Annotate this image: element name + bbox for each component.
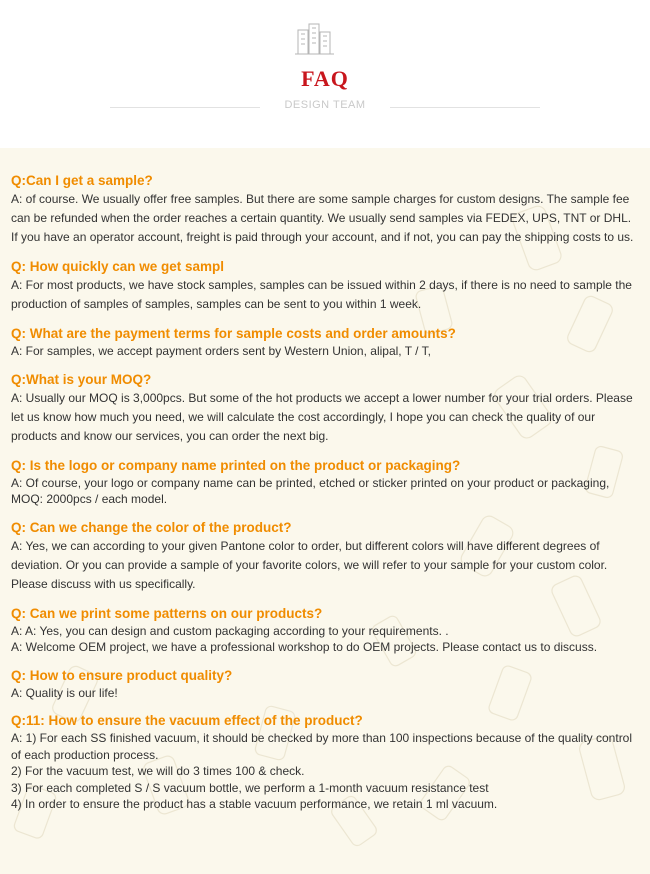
faq-answer: A: Of course, your logo or company name can be printed, etched or sticker printed on your product or packaging, MOQ: 2000pcs / each model. xyxy=(11,475,610,506)
faq-answer: A: A: Yes, you can design and custom packaging according to your requirements. . xyxy=(11,623,449,638)
divider xyxy=(390,107,540,108)
faq-answer: A: 1) For each SS finished vacuum, it should be checked by more than 100 inspections because of the quality control of each production process. xyxy=(11,731,633,762)
faq-question: Q: Can we print some patterns on our products? xyxy=(11,605,323,621)
faq-item xyxy=(11,667,639,702)
page-title: FAQ xyxy=(301,66,349,91)
faq-question: Q: Is the logo or company name printed on the product or packaging? xyxy=(11,457,461,473)
faq-answer: 3) For each completed S / S vacuum bottle, we perform a 1-month vacuum resistance test xyxy=(11,780,489,795)
faq-item xyxy=(11,325,639,360)
faq-answer: A: of course. We usually offer free samples. But there are some sample charges for custom designs. The sample fee can be refunded when the order reaches a certain quantity. We usually send samples via FEDEX, UPS, TNT or DHL. If you have an operator account, freight is paid through your account, and if not, you can pay the shipping costs to us. xyxy=(11,192,634,244)
faq-item xyxy=(11,605,639,656)
faq-answer: 4) In order to ensure the product has a stable vacuum performance, we retain 1 ml vacuum. xyxy=(11,797,498,811)
faq-list xyxy=(11,172,639,813)
faq-item xyxy=(11,457,639,508)
faq-question: Q:Can I get a sample? xyxy=(11,173,153,188)
faq-question: Q:What is your MOQ? xyxy=(11,371,152,387)
subtitle: DESIGN TEAM xyxy=(284,99,366,111)
faq-answer: A: Usually our MOQ is 3,000pcs. But some of the hot products we accept a lower number for your trial orders. Please let us know how much you need, we will calculate the cost accordingly, I hope you can check the quality of our products and know our services, you can order the next big. xyxy=(11,390,633,443)
faq-item xyxy=(11,172,639,247)
faq-header xyxy=(0,0,650,148)
faq-question: Q: What are the payment terms for sample costs and order amounts? xyxy=(11,326,456,341)
faq-item xyxy=(11,519,639,594)
building-icon xyxy=(294,20,336,58)
faq-question: Q: How to ensure product quality? xyxy=(11,667,233,683)
faq-question: Q:11: How to ensure the vacuum effect of the product? xyxy=(11,713,363,728)
faq-answer: A: Welcome OEM project, we have a professional workshop to do OEM projects. Please contact us to discuss. xyxy=(11,640,598,654)
faq-question: Q: How quickly can we get sampl xyxy=(11,259,225,274)
faq-question: Q: Can we change the color of the product? xyxy=(11,519,292,535)
faq-answer: A: Yes, we can according to your given Pantone color to order, but different colors will have different degrees of deviation. Or you can provide a sample of your favorite colors, we will refer to your sample for your custom color. Please discuss with us specifically. xyxy=(11,538,608,591)
faq-item xyxy=(11,371,639,446)
faq-content xyxy=(0,148,650,874)
faq-answer: A: For samples, we accept payment orders sent by Western Union, alipal, T / T, xyxy=(11,344,431,358)
faq-answer: 2) For the vacuum test, we will do 3 times 100 & check. xyxy=(11,764,305,778)
faq-item xyxy=(11,258,639,314)
subtitle-row xyxy=(110,99,540,115)
faq-item xyxy=(11,712,639,813)
faq-answer: A: For most products, we have stock samples, samples can be issued within 2 days, if there is no need to sample the production of samples of samples, samples can be sent to you within 1 week. xyxy=(11,278,632,311)
faq-answer: A: Quality is our life! xyxy=(11,685,118,700)
